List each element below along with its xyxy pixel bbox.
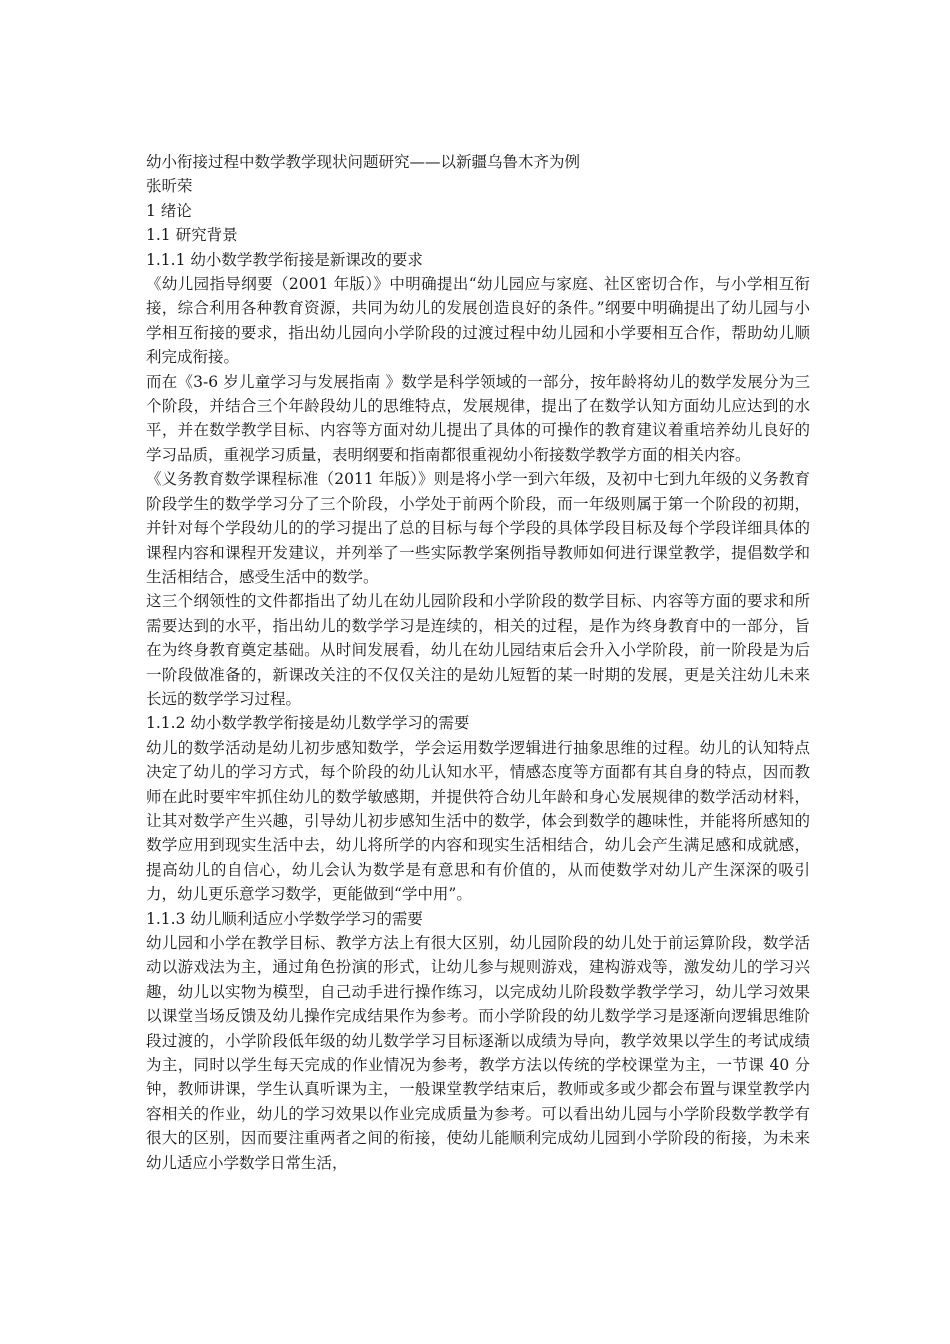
heading-1-1-1: 1.1.1 幼小数学教学衔接是新课改的要求: [146, 250, 423, 269]
paragraph-math-activity: 幼儿的数学活动是幼儿初步感知数学，学会运用数学逻辑进行抽象思维的过程。幼儿的认知特点决定了幼儿的学习方式，每个阶段的幼儿认知水平，情感态度等方面都有其自身的特点，因而教师在此时要牢牢抓住幼儿的数学敏感期，并提供符合幼儿年龄和身心发展规律的数学活动材料，让其对数学产生兴趣，引导幼儿初步感知生活中的数学，体会到数学的趣味性，并能将所感知的数学应用到现实生活中去，幼儿将所学的内容和现实生活相结合，幼儿会产生满足感和成就感，提高幼儿的自信心，幼儿会认为数学是有意思和有价值的，从而使数学对幼儿产生深深的吸引力，幼儿更乐意学习数学，更能做到“学中用”。: [146, 738, 810, 904]
paragraph-curriculum-standard: 《义务教育数学课程标准（2011 年版）》则是将小学一到六年级，及初中七到九年级的义务教育阶段学生的数学学习分了三个阶段，小学处于前两个阶段，而一年级则属于第一个阶段的初期，并针对每个学段幼儿的的学习提出了总的目标与每个学段的具体学段目标及每个学段详细具体的课程内容和课程开发建议，并列举了一些实际教学案例指导教师如何进行课堂教学，提倡数学和生活相结合，感受生活中的数学。: [146, 470, 810, 586]
heading-1-1: 1.1 研究背景: [146, 226, 238, 245]
document-author: 张昕荣: [146, 177, 193, 196]
heading-1: 1 绪论: [146, 201, 192, 220]
heading-1-1-2: 1.1.2 幼小数学教学衔接是幼儿数学学习的需要: [146, 714, 470, 733]
document-page: [146, 150, 810, 1175]
paragraph-development-guide: 而在《3-6 岁儿童学习与发展指南 》数学是科学领域的一部分，按年龄将幼儿的数学发展分为三个阶段，并结合三个年龄段幼儿的思维特点，发展规律，提出了在数学认知方面幼儿应达到的水平，并在数学教学目标、内容等方面对幼儿提出了具体的可操作的教育建议着重培养幼儿良好的学习品质，重视学习质量，表明纲要和指南都很重视幼小衔接数学教学方面的相关内容。: [146, 372, 810, 464]
paragraph-three-documents: 这三个纲领性的文件都指出了幼儿在幼儿园阶段和小学阶段的数学目标、内容等方面的要求和所需要达到的水平，指出幼儿的数学学习是连续的，相关的过程，是作为终身教育中的一部分，旨在为终身教育奠定基础。从时间发展看，幼儿在幼儿园结束后会升入小学阶段，前一阶段是为后一阶段做准备的，新课改关注的不仅仅关注的是幼儿短暂的某一时期的发展，更是关注幼儿未来长远的数学学习过程。: [146, 592, 810, 708]
heading-1-1-3: 1.1.3 幼儿顺利适应小学数学学习的需要: [146, 909, 423, 928]
paragraph-adaptation: 幼儿园和小学在教学目标、教学方法上有很大区别，幼儿园阶段的幼儿处于前运算阶段，数学活动以游戏法为主，通过角色扮演的形式，让幼儿参与规则游戏，建构游戏等，激发幼儿的学习兴趣，幼儿以实物为模型，自己动手进行操作练习，以完成幼儿阶段数学教学学习，幼儿学习效果以课堂当场反馈及幼儿操作完成结果作为参考。而小学阶段的幼儿数学学习是逐渐向逻辑思维阶段过渡的，小学阶段低年级的幼儿数学学习目标逐渐以成绩为导向，教学效果以学生的考试成绩为主，同时以学生每天完成的作业情况为参考，教学方法以传统的学校课堂为主，一节课 40 分钟，教师讲课，学生认真听课为主，一般课堂教学结束后，教师或多或少都会布置与课堂教学内容相关的作业，幼儿的学习效果以作业完成质量为参考。可以看出幼儿园与小学阶段数学教学有很大的区别，因而要注重两者之间的衔接，使幼儿能顺利完成幼儿园到小学阶段的衔接，为未来幼儿适应小学数学日常生活，: [146, 934, 810, 1172]
paragraph-guidelines: 《幼儿园指导纲要（2001 年版）》中明确提出“幼儿园应与家庭、社区密切合作，与小学相互衔接，综合利用各种教育资源，共同为幼儿的发展创造良好的条件。”纲要中明确提出了幼儿园与小学相互衔接的要求，指出幼儿园向小学阶段的过渡过程中幼儿园和小学要相互合作，帮助幼儿顺利完成衔接。: [146, 275, 810, 367]
document-title: 幼小衔接过程中数学教学现状问题研究——以新疆乌鲁木齐为例: [146, 153, 581, 171]
